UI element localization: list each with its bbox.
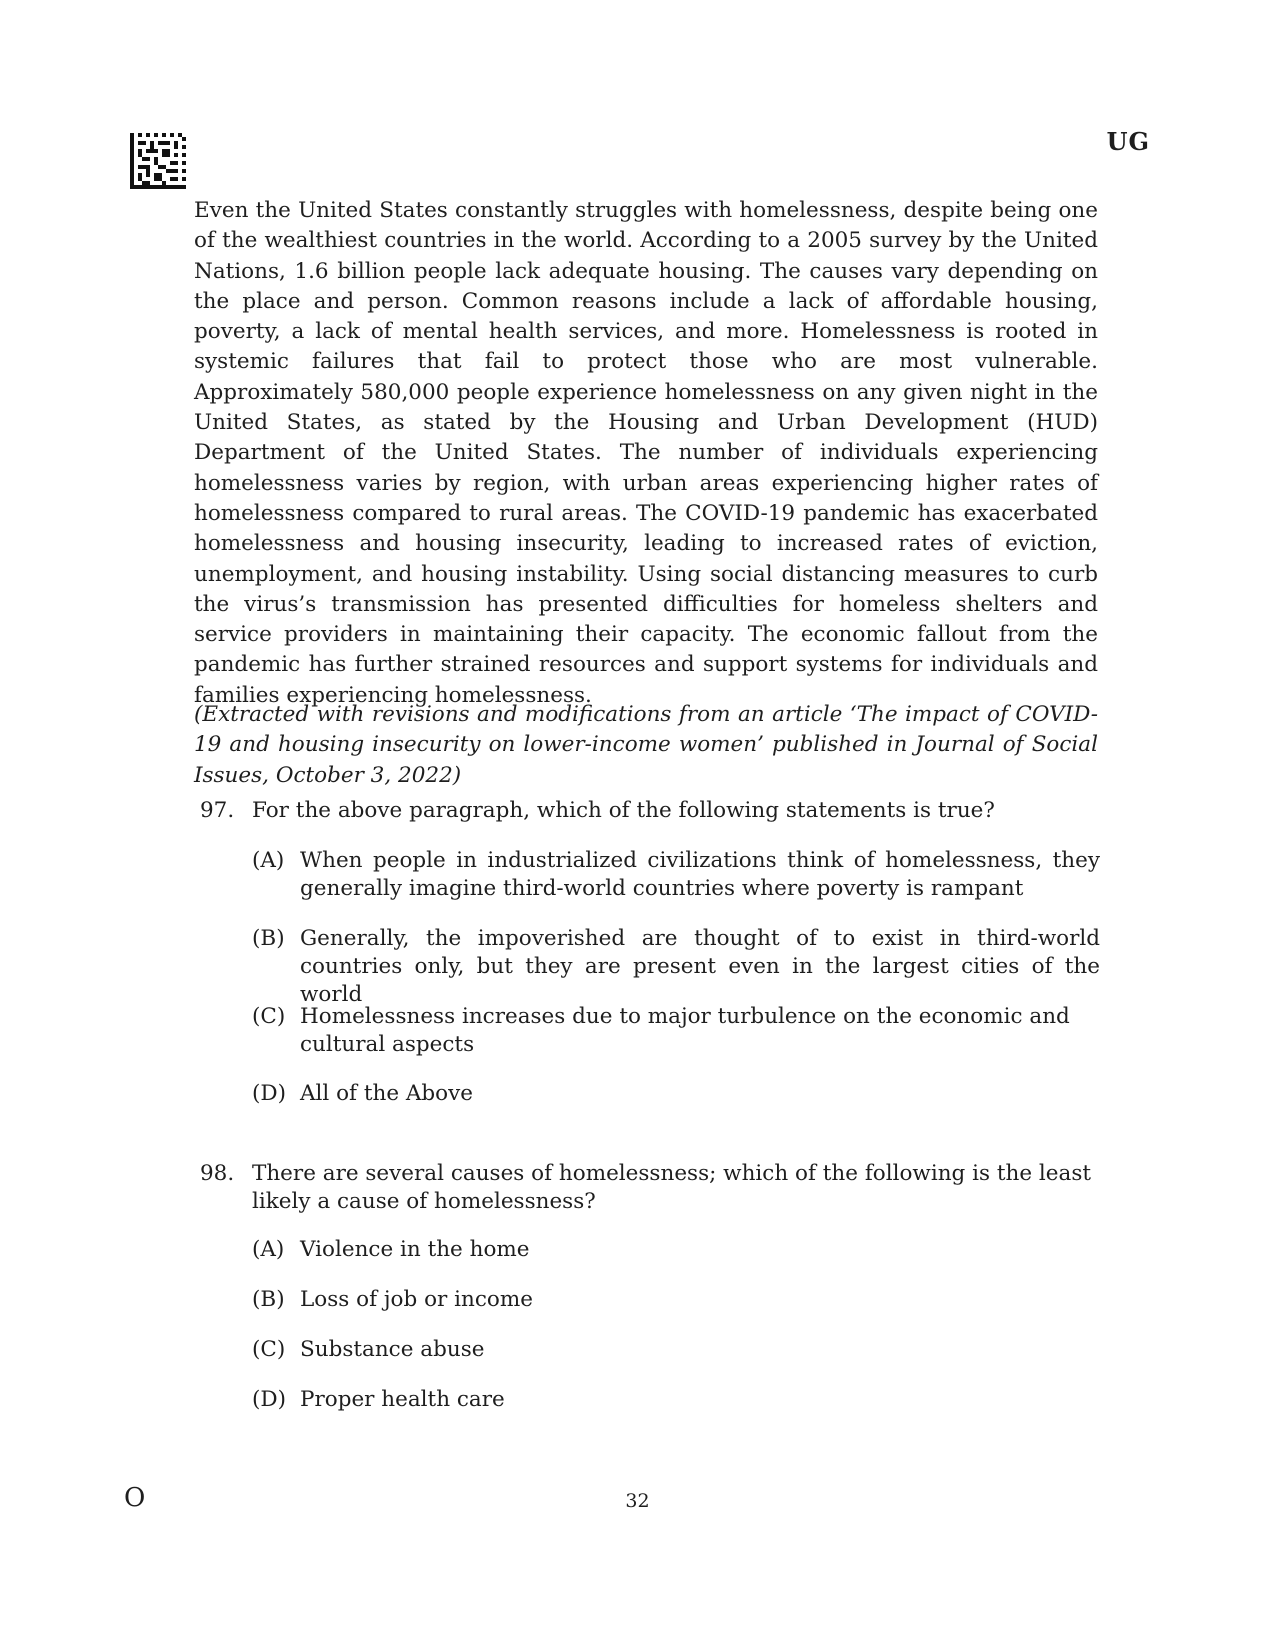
question-number: 97.: [200, 798, 235, 823]
option-97-b: [252, 925, 1100, 1009]
option-text: Violence in the home: [300, 1237, 530, 1262]
option-letter: (D): [252, 1387, 287, 1412]
question-text: There are several causes of homelessness; which of the following is the least likely a cause of homelessness?: [252, 1161, 1092, 1214]
paper-code: UG: [1106, 127, 1150, 156]
option-97-a: [252, 847, 1100, 903]
option-text: Loss of job or income: [300, 1287, 533, 1312]
question-98: [200, 1160, 1100, 1216]
option-text: Proper health care: [300, 1387, 505, 1412]
option-98-d: [252, 1386, 1100, 1414]
option-letter: (B): [252, 1287, 285, 1312]
question-number: 98.: [200, 1161, 235, 1186]
question-text: For the above paragraph, which of the following statements is true?: [252, 798, 995, 823]
option-letter: (B): [252, 926, 285, 951]
option-98-c: [252, 1336, 1100, 1364]
option-letter: (C): [252, 1337, 286, 1362]
passage-source: (Extracted with revisions and modifications from an article ‘The impact of COVID-19 and housing insecurity on lower-income women’ published in Journal of Social Issues, October 3, 2022): [194, 702, 1098, 788]
option-letter: (C): [252, 1004, 286, 1029]
page-number: 32: [625, 1490, 650, 1512]
option-98-a: [252, 1236, 1100, 1264]
option-letter: (A): [252, 848, 285, 873]
booklet-series-mark: O: [124, 1483, 146, 1513]
passage-text: Even the United States constantly struggles with homelessness, despite being one of the wealthiest countries in the world. According to a 2005 survey by the United Nations, 1.6 billion people lack adequate housing. The causes vary depending on the place and person. Common reasons include a lack of affordable housing, poverty, a lack of mental health services, and more. Homelessness is rooted in systemic failures that fail to protect those who are most vulnerable. Approximately 580,000 people experience homelessness on any given night in the United States, as stated by the Housing and Urban Development (HUD) Department of the United States. The number of individuals experiencing homelessness varies by region, with urban areas experiencing higher rates of homelessness compared to rural areas. The COVID-19 pandemic has exacerbated homelessness and housing insecurity, leading to increased rates of eviction, unemployment, and housing instability. Using social distancing measures to curb the virus’s transmission has presented difficulties for homeless shelters and service providers in maintaining their capacity. The economic fallout from the pandemic has further strained resources and support systems for individuals and families experiencing homelessness.: [194, 198, 1098, 708]
option-text: All of the Above: [300, 1081, 473, 1106]
option-letter: (D): [252, 1081, 287, 1106]
option-letter: (A): [252, 1237, 285, 1262]
option-text: When people in industrialized civilizations think of homelessness, they generally imagine third-world countries where poverty is rampant: [300, 848, 1100, 901]
question-97: [200, 797, 1100, 825]
option-97-d: [252, 1080, 1100, 1108]
option-97-c: [252, 1003, 1100, 1059]
option-text: Generally, the impoverished are thought of to exist in third-world countries only, but they are present even in the largest cities of the world: [300, 926, 1100, 1007]
option-text: Homelessness increases due to major turbulence on the economic and cultural aspects: [300, 1004, 1070, 1057]
qr-code: [130, 133, 186, 189]
option-98-b: [252, 1286, 1100, 1314]
option-text: Substance abuse: [300, 1337, 485, 1362]
